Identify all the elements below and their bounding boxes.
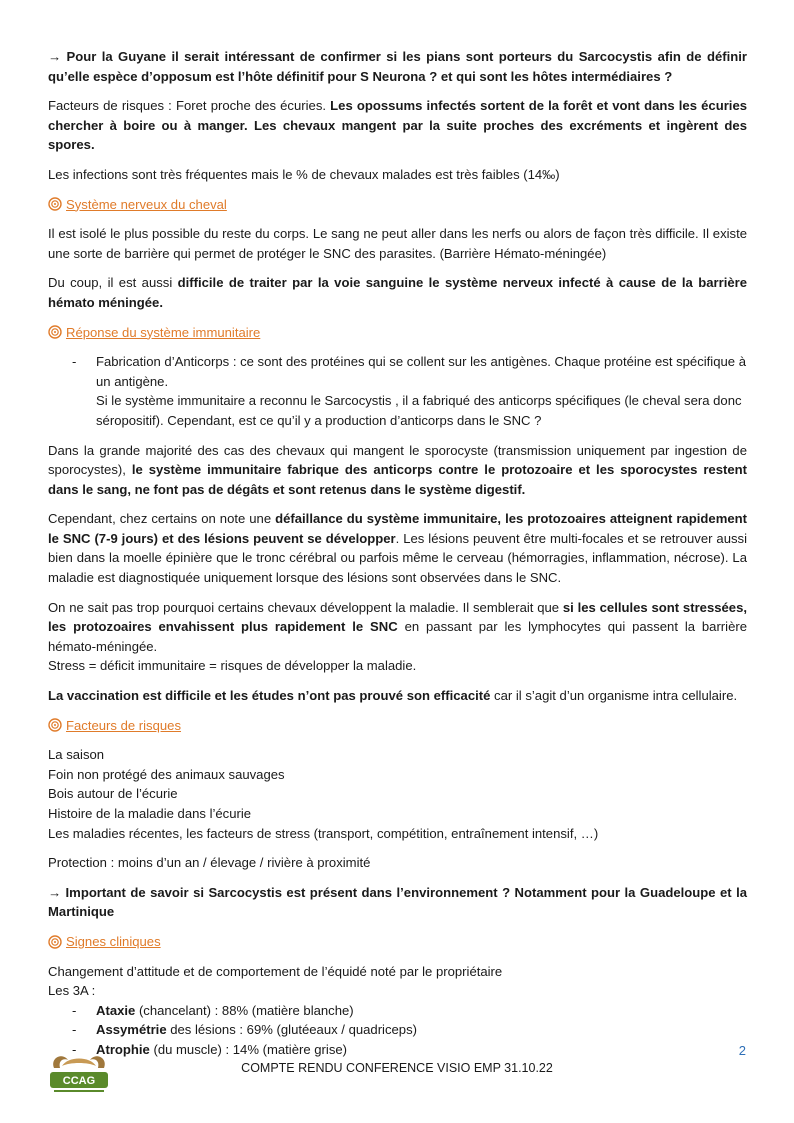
spiral-bullet-icon (48, 197, 62, 211)
clinical-signs-intro: Changement d’attitude et de comportement de l’équidé noté par le propriétaire Les 3A : (48, 963, 503, 999)
heading-immune-response: Réponse du système immunitaire (48, 323, 747, 343)
list-item: La saison (48, 747, 105, 763)
list-item: - Ataxie (chancelant) : 88% (matière blanche) (48, 1001, 747, 1021)
environment-note: → Important de savoir si Sarcocystis est présent dans l’environnement ? Notamment pour la Guadeloupe et la Martinique (48, 884, 747, 920)
risk-factor-list (48, 745, 747, 843)
document-page (48, 47, 747, 1070)
antibody-list (48, 352, 747, 430)
list-item: - Assymétrie des lésions : 69% (glutéeaux / quadriceps) (48, 1020, 747, 1040)
protection-paragraph: Protection : moins d’un an / élevage / rivière à proximité (48, 855, 371, 871)
nervous-paragraph-1: Il est isolé le plus possible du reste du corps. Le sang ne peut aller dans les nerfs ou alors de façon très difficile. Il existe une sorte de barrière qui permet de protéger le SNC des parasites. (Barrière Hémato-méningée) (48, 226, 747, 261)
heading-nervous-system: Système nerveux du cheval (48, 195, 747, 215)
page-number: 2 (738, 1043, 746, 1058)
infection-paragraph: Les infections sont très fréquentes mais le % de chevaux malades est très faibles (14‰) (48, 166, 560, 182)
nervous-paragraph-2: Du coup, il est aussi difficile de traiter par la voie sanguine le système nerveux infecté à cause de la barrière hémato méningée. (48, 275, 748, 310)
vaccination-paragraph: La vaccination est difficile et les études n’ont pas prouvé son efficacité car il s’agit d’un organisme intra cellulaire. (48, 688, 738, 704)
footer-title: COMPTE RENDU CONFERENCE VISIO EMP 31.10.22 (241, 1061, 553, 1075)
list-item: - Fabrication d’Anticorps : ce sont des protéines qui se collent sur les antigènes. Chaque protéine est spécifique à un antigène. Si le système immunitaire a reconnu le Sarcocystis , il a fabriqué des anticorps spécifiques (le cheval sera donc séropositif). Cependant, est ce qu’il y a production d’anticorps dans le SNC ? (48, 352, 747, 430)
immune-paragraph-1: Dans la grande majorité des cas des chevaux qui mangent le sporocyste (transmission uniquement par ingestion de sporocystes), le système immunitaire fabrique des anticorps contre le protozoaire et les sporocystes restent dans le sang, ne font pas de dégâts et sont retenus dans le système digestif. (48, 442, 747, 497)
spiral-bullet-icon (48, 718, 62, 732)
list-item: Histoire de la maladie dans l’écurie (48, 806, 252, 821)
list-item: Les maladies récentes, les facteurs de stress (transport, compétition, entraînement intensif, …) (48, 825, 599, 841)
heading-risk-factors: Facteurs de risques (48, 716, 747, 736)
svg-text:CCAG: CCAG (62, 1075, 96, 1087)
immune-paragraph-2: Cependant, chez certains on note une défaillance du système immunitaire, les protozoaires atteignent rapidement le SNC (7-9 jours) et des lésions peuvent se développer. Les lésions peuvent être multi-focales et se retrouver aussi bien dans la moelle épinière que le tronc cérébral ou parfois même le cerveau (hémorragies, inflammation, nécrose). La maladie est diagnostiquée uniquement lorsque des lésions sont observées dans le SNC. (48, 511, 747, 586)
heading-clinical-signs: Signes cliniques (48, 932, 747, 952)
list-item: Bois autour de l’écurie (48, 786, 178, 802)
immune-paragraph-3: On ne sait pas trop pourquoi certains chevaux développent la maladie. Il semblerait que si les cellules sont stressées, les protozoaires envahissent plus rapidement le SNC en passant par les lymphocytes qui passent la barrière hémato-méningée. Stress = déficit immunitaire = risques de développer la maladie. (48, 599, 747, 674)
spiral-bullet-icon (48, 325, 62, 339)
list-item: Foin non protégé des animaux sauvages (48, 766, 285, 782)
list-item: - Atrophie (du muscle) : 14% (matière grise) (48, 1040, 747, 1060)
spiral-bullet-icon (48, 935, 62, 949)
risk-paragraph: Facteurs de risques : Foret proche des écuries. Les opossums infectés sortent de la forêt et vont dans les écuries chercher à boire ou à manger. Les chevaux mangent par la suite proches des excréments et ingèrent des spores. (48, 98, 748, 153)
three-a-list (48, 1001, 747, 1060)
guyane-note: → Pour la Guyane il serait intéressant de confirmer si les pians sont porteurs du Sarcocystis afin de définir qu’elle espèce d’opposum est l’hôte définitif pour S Neurona ? et qui sont les hôtes intermédiaires ? (48, 49, 747, 84)
